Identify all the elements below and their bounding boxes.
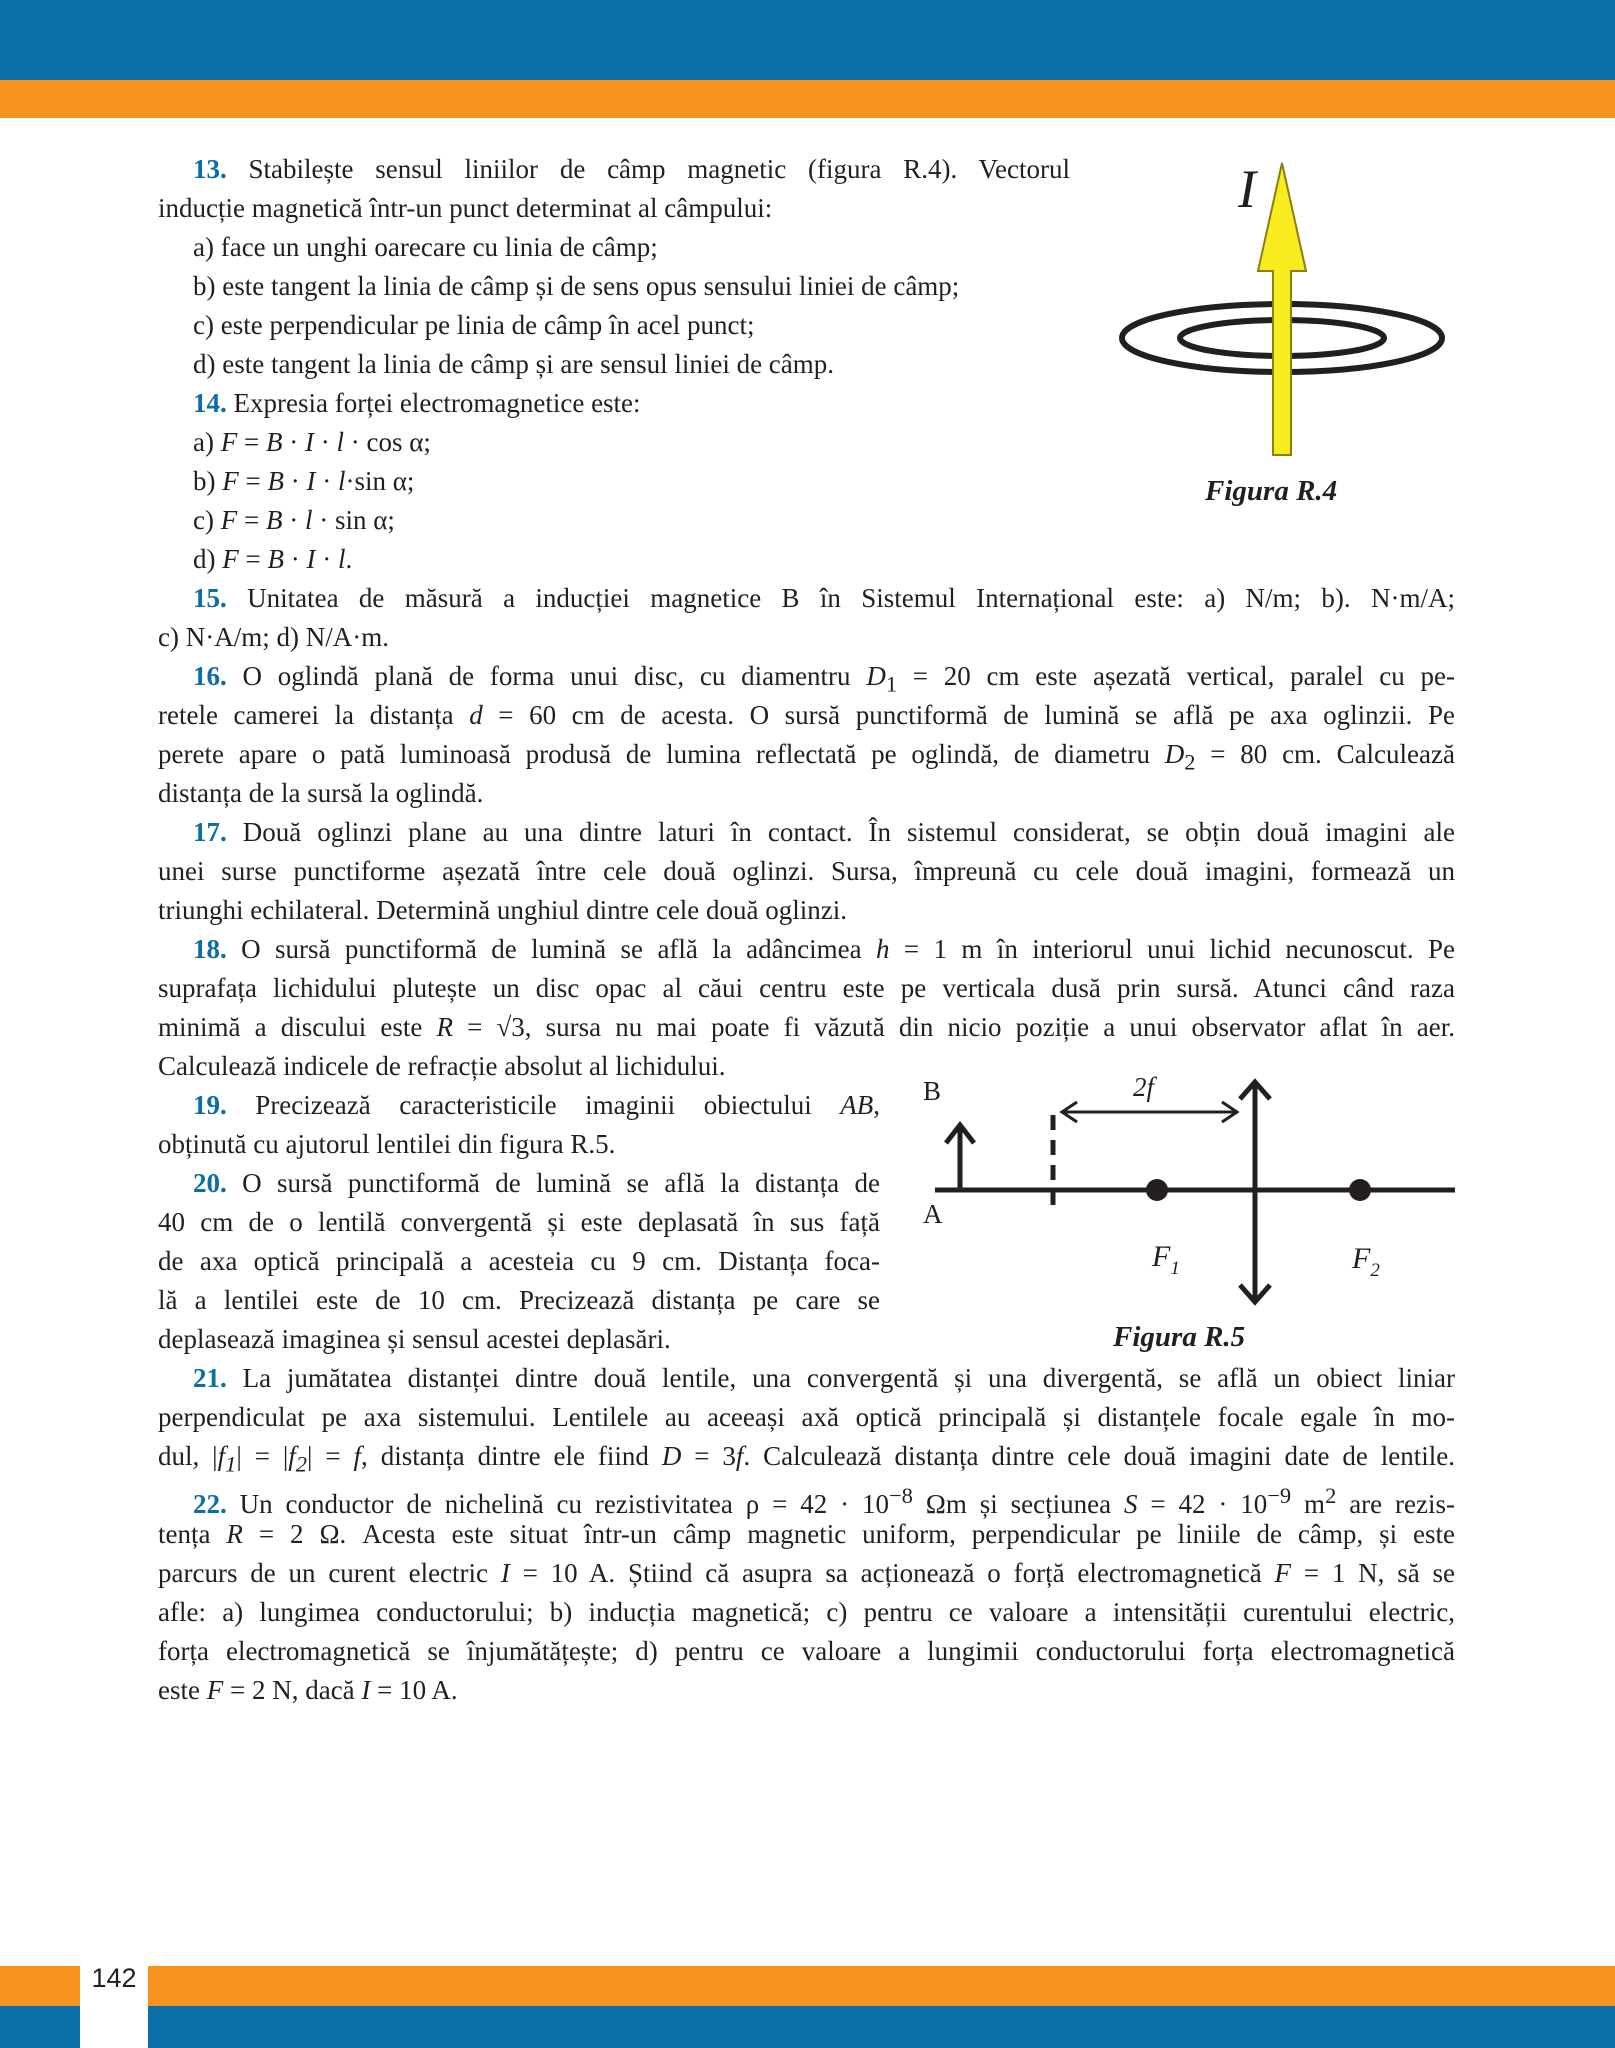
q15-line-2: c) N·A/m; d) N/A·m.	[158, 622, 389, 652]
q20-line-3: de axa optică principală a acesteia cu 9 cm. Distanța foca-	[158, 1246, 880, 1276]
q21-number: 21.	[193, 1363, 227, 1393]
focus-f1-point	[1146, 1179, 1168, 1201]
q19-line-2: obținută cu ajutorul lentilei din figura R.5.	[158, 1129, 616, 1159]
q13-line-2: inducție magnetică într-un punct determinat al câmpului:	[158, 193, 773, 223]
q22-line-2: tența R = 2 Ω. Acesta este situat într-un câmp magnetic uniform, perpendicular pe liniile de câmp, și este	[158, 1519, 1455, 1549]
q16-line-1: 16. O oglindă plană de forma unui disc, cu diamentru $D_1 = 20$ cm este așezată vertical, paralel cu pe-	[193, 661, 1455, 697]
q22-line-4: afle: a) lungimea conductorului; b) inducția magnetică; c) pentru ce valoare a intensității curentului electric,	[158, 1597, 1455, 1627]
q14-option-b: b) F = B · I · l·sin α;	[193, 466, 415, 496]
figure-r5-diagram	[905, 1065, 1465, 1335]
q21-line-2: perpendiculat pe axa sistemului. Lentilele au aceeași axă optică principală și distanțele focale egale în mo-	[158, 1402, 1455, 1432]
label-f2: $F_2$	[1352, 1242, 1380, 1281]
q14-option-c: c) F = B · l · sin α;	[193, 505, 395, 535]
page-number: 142	[91, 1963, 137, 1993]
q18-line-4: Calculează indicele de refracție absolut al lichidului.	[158, 1051, 726, 1081]
q22-line-5: forța electromagnetică se înjumătățește; d) pentru ce valoare a lungimii conductorului forța electromagnetică	[158, 1636, 1455, 1666]
q14-option-a: a) F = B · I · l · cos α;	[193, 427, 431, 457]
q20-line-4: lă a lentilei este de 10 cm. Precizează distanța pe care se	[158, 1285, 880, 1315]
q21-line-1: 21. La jumătatea distanței dintre două lentile, una convergentă și una divergentă, se află un obiect liniar	[193, 1363, 1455, 1393]
q18-line-3: minimă a discului este R = √3, sursa nu mai poate fi văzută din nicio poziție a unui observator aflat în aer.	[158, 1012, 1455, 1042]
q22-line-3: parcurs de un curent electric I = 10 A. Știind că asupra sa acționează o forță electromagnetică F = 1 N, să se	[158, 1558, 1455, 1588]
figure-r4-caption: Figura R.4	[1205, 475, 1338, 507]
q15-line-1: 15. Unitatea de măsură a inducției magnetice B în Sistemul Internațional este: a) N/m; b). N·m/A;	[193, 583, 1455, 613]
q17-number: 17.	[193, 817, 227, 847]
q22-line-6: este F = 2 N, dacă I = 10 A.	[158, 1675, 458, 1705]
q18-line-1: 18. O sursă punctiformă de lumină se află la adâncimea h = 1 m în interiorul unui lichid necunoscut. Pe	[193, 934, 1456, 964]
q21-line-3: dul, $|f_1| = |f_2| = f$, distanța dintre ele fiind D = 3f. Calculează distanța dintre cele două imagini date de lentile.	[158, 1441, 1455, 1477]
q20-line-5: deplasează imaginea și sensul acestei deplasări.	[158, 1324, 671, 1354]
q13-line-1: 13. Stabilește sensul liniilor de câmp magnetic (figura R.4). Vectorul	[193, 154, 1071, 184]
q14-stem: 14. Expresia forței electromagnetice este:	[193, 388, 641, 418]
q14-number: 14.	[193, 388, 227, 418]
q13-number: 13.	[193, 154, 227, 184]
q20-line-2: 40 cm de o lentilă convergentă și este deplasată în sus față	[158, 1207, 880, 1237]
focus-f2-point	[1349, 1179, 1371, 1201]
q20-number: 20.	[193, 1168, 227, 1198]
footer-orange-band	[0, 1966, 1615, 2006]
q17-line-2: unei surse punctiforme așezată între cele două oglinzi. Sursa, împreună cu cele două imagini, formează un	[158, 856, 1455, 886]
q16-line-3: perete apare o pată luminoasă produsă de lumina reflectată pe oglindă, de diametru $D_2 = 80$ cm. Calculează	[158, 739, 1455, 775]
q16-line-4: distanța de la sursă la oglindă.	[158, 778, 484, 808]
q14-option-d: d) F = B · I · l.	[193, 544, 353, 574]
q22-line-1: 22. Un conductor de nichelină cu rezistivitatea $\rho = 42 \cdot 10^{-8}$ Ωm și secțiunea $S = 42 \cdot 10^{-9}$ $m^2$ are rezis-	[193, 1483, 1455, 1519]
q18-line-2: suprafața lichidului plutește un disc opac al căui centru este pe verticala dusă prin sursă. Atunci când raza	[158, 973, 1455, 1003]
q13-option-c: c) este perpendicular pe linia de câmp în acel punct;	[193, 310, 755, 340]
current-label: I	[1238, 159, 1256, 219]
figure-r5-caption: Figura R.5	[1113, 1321, 1246, 1353]
label-2f: 2f	[1133, 1072, 1155, 1102]
current-arrow	[1258, 163, 1306, 455]
q15-number: 15.	[193, 583, 227, 613]
q22-number: 22.	[193, 1489, 227, 1519]
label-b: B	[923, 1076, 942, 1106]
q16-number: 16.	[193, 661, 227, 691]
q16-line-2: retele camerei la distanța d = 60 cm de acesta. O sursă punctiformă de lumină se află pe axa oglinzii. Pe	[158, 700, 1455, 730]
q19-line-1: 19. Precizează caracteristicile imaginii obiectului AB,	[193, 1090, 880, 1120]
label-f1: $F_1$	[1152, 1240, 1180, 1279]
q17-line-1: 17. Două oglinzi plane au una dintre laturi în contact. În sistemul considerat, se obțin două imagini ale	[193, 817, 1456, 847]
footer-blue-band	[0, 2006, 1615, 2048]
q18-number: 18.	[193, 934, 227, 964]
q13-option-a: a) face un unghi oarecare cu linia de câmp;	[193, 232, 658, 262]
q13-option-d: d) este tangent la linia de câmp și are sensul liniei de câmp.	[193, 349, 835, 379]
q19-number: 19.	[193, 1090, 227, 1120]
q13-option-b: b) este tangent la linia de câmp și de sens opus sensului liniei de câmp;	[193, 271, 960, 301]
q20-line-1: 20. O sursă punctiformă de lumină se află la distanța de	[193, 1168, 881, 1198]
header-orange-band	[0, 80, 1615, 118]
figure-r4-diagram	[1110, 155, 1460, 525]
label-a: A	[923, 1199, 943, 1229]
header-blue-band	[0, 0, 1615, 80]
q17-line-3: triunghi echilateral. Determină unghiul dintre cele două oglinzi.	[158, 895, 848, 925]
